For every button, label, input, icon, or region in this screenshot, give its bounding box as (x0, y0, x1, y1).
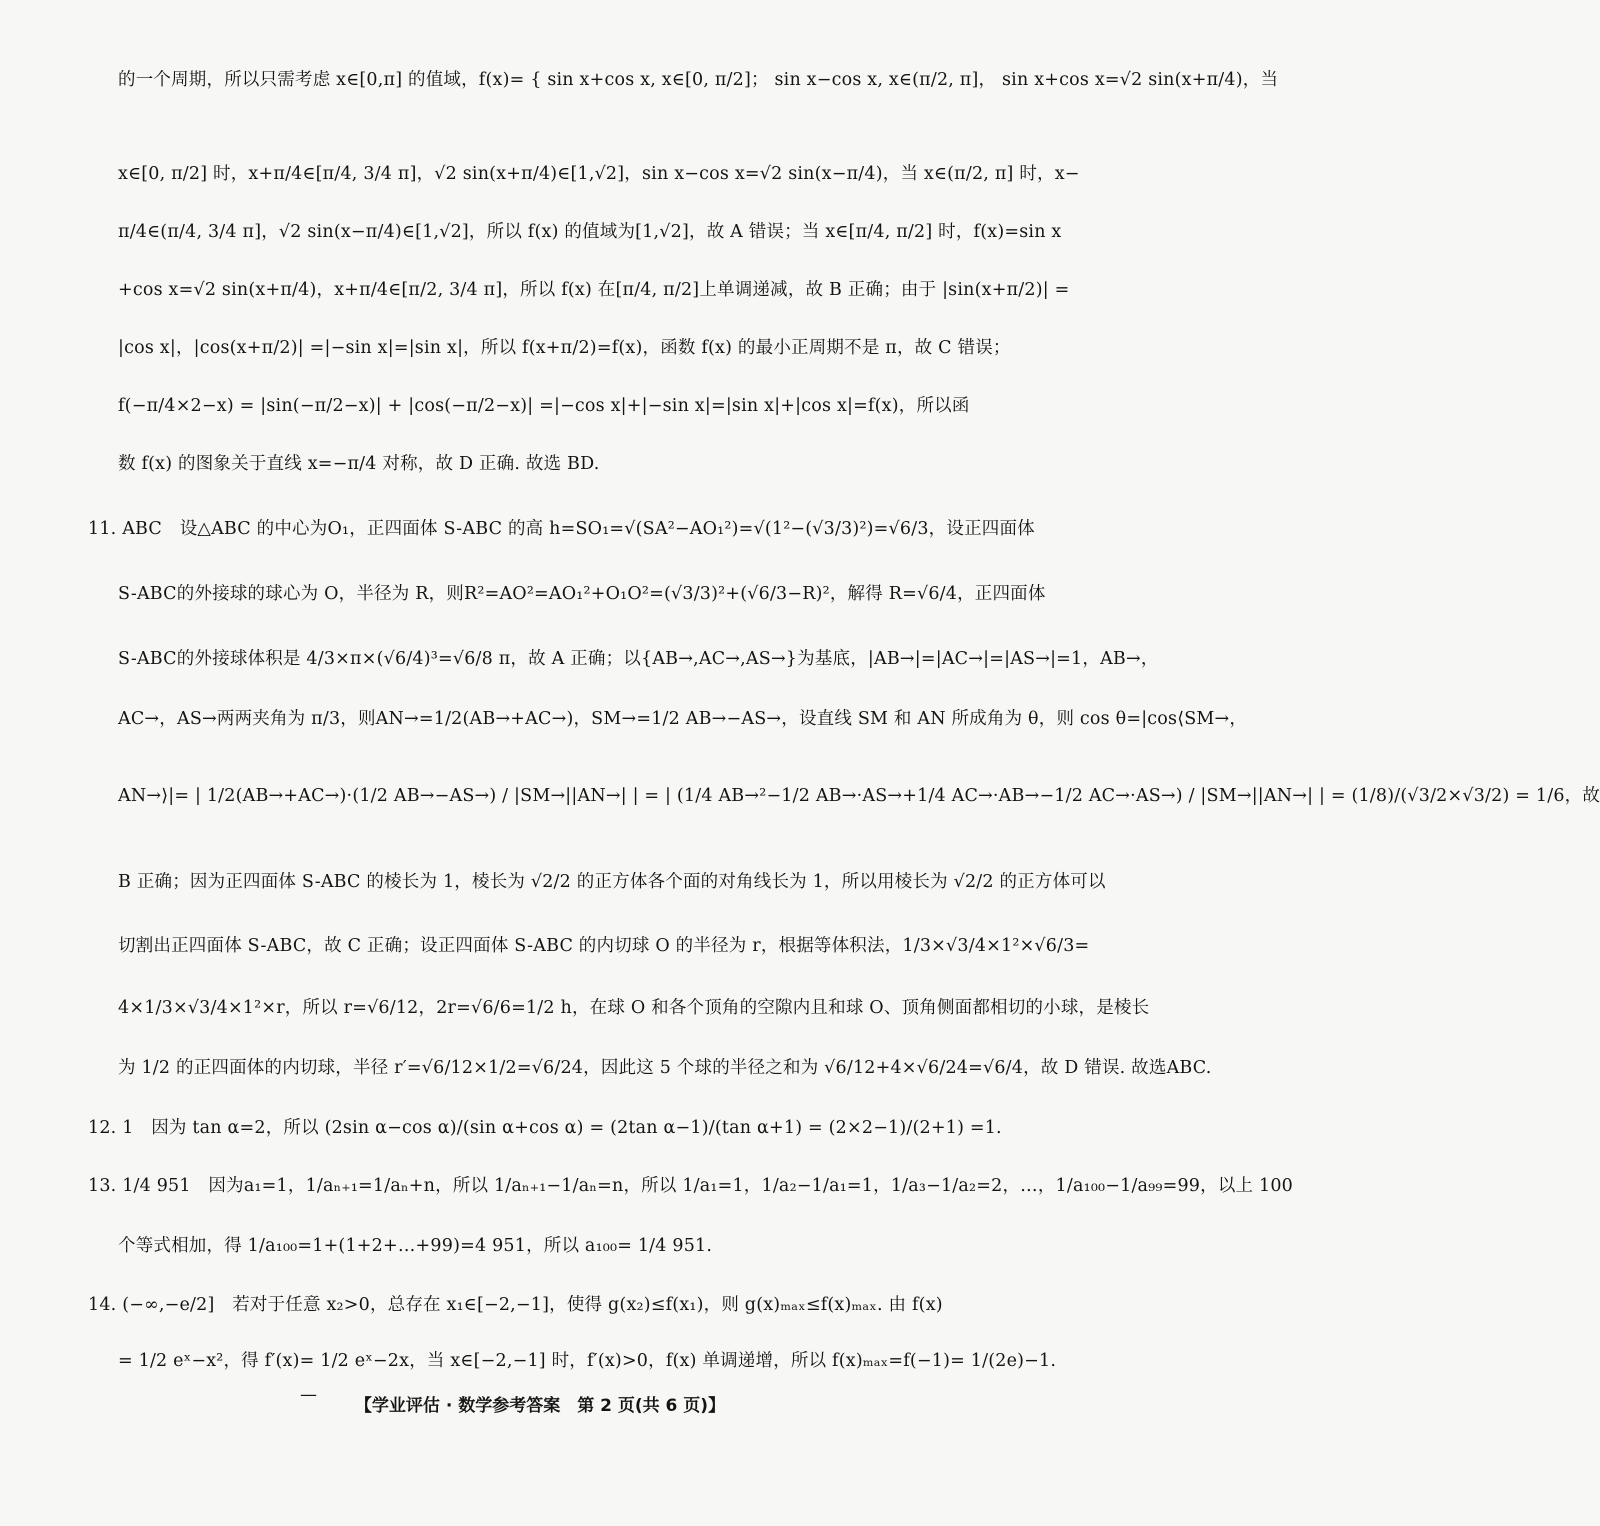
text-line: AN→⟩|= | 1/2(AB→+AC→)·(1/2 AB→−AS→) / |SM→||AN→| | = | (1/4 AB→²−1/2 AB→·AS→+1/4 AC→·AB→−1/2 AC→·AS→) / |SM→||AN→| | = (1/8)/(√3/2×√3/2) = 1/6，故 (118, 786, 1600, 806)
text-line: 的一个周期，所以只需考虑 x∈[0,π] 的值域，f(x)= { sin x+cos x, x∈[0, π/2]； sin x−cos x, x∈(π/2, π]， sin x+cos x=√2 sin(x+π/4)，当 (118, 70, 1279, 90)
text-line: 数 f(x) 的图象关于直线 x=−π/4 对称，故 D 正确. 故选 BD. (118, 454, 600, 474)
page-footer (0, 1385, 1080, 1416)
question-14-line: 14. (−∞,−e/2] 若对于任意 x₂>0，总存在 x₁∈[−2,−1]，使得 g(x₂)≤f(x₁)，则 g(x)ₘₐₓ≤f(x)ₘₐₓ. 由 f(x) (88, 1295, 943, 1315)
text-line: 切割出正四面体 S-ABC，故 C 正确；设正四面体 S-ABC 的内切球 O 的半径为 r，根据等体积法，1/3×√3/4×1²×√6/3= (118, 936, 1090, 956)
text-line: AC→，AS→两两夹角为 π/3，则AN→=1/2(AB→+AC→)，SM→=1/2 AB→−AS→，设直线 SM 和 AN 所成角为 θ，则 cos θ=|cos⟨SM→， (118, 709, 1248, 729)
question-13-line: 13. 1/4 951 因为a₁=1，1/aₙ₊₁=1/aₙ+n，所以 1/aₙ₊₁−1/aₙ=n，所以 1/a₁=1，1/a₂−1/a₁=1，1/a₃−1/a₂=2，…，1/a₁₀₀−1/a₉₉=99，以上 100 (88, 1176, 1294, 1196)
text-line: B 正确；因为正四面体 S-ABC 的棱长为 1，棱长为 √2/2 的正方体各个面的对角线长为 1，所以用棱长为 √2/2 的正方体可以 (118, 872, 1106, 892)
footer-dash: — (300, 1385, 317, 1405)
text-line: |cos x|，|cos(x+π/2)| =|−sin x|=|sin x|，所以 f(x+π/2)=f(x)，函数 f(x) 的最小正周期不是 π，故 C 错误； (118, 338, 1011, 358)
text-line: S-ABC的外接球体积是 4/3×π×(√6/4)³=√6/8 π，故 A 正确；以{AB→,AC→,AS→}为基底，|AB→|=|AC→|=|AS→|=1，AB→， (118, 649, 1159, 669)
question-12-line: 12. 1 因为 tan α=2，所以 (2sin α−cos α)/(sin α+cos α) = (2tan α−1)/(tan α+1) = (2×2−1)/(2+1) =1. (88, 1118, 1002, 1138)
text-line: S-ABC的外接球的球心为 O，半径为 R，则R²=AO²=AO₁²+O₁O²=(√3/3)²+(√6/3−R)²，解得 R=√6/4，正四面体 (118, 584, 1046, 604)
text-line: f(−π/4×2−x) = |sin(−π/2−x)| + |cos(−π/2−x)| =|−cos x|+|−sin x|=|sin x|+|cos x|=f(x)，所以函 (118, 396, 970, 416)
text-line: 4×1/3×√3/4×1²×r，所以 r=√6/12，2r=√6/6=1/2 h，在球 O 和各个顶角的空隙内且和球 O、顶角侧面都相切的小球，是棱长 (118, 998, 1150, 1018)
text-line: 个等式相加，得 1/a₁₀₀=1+(1+2+…+99)=4 951，所以 a₁₀₀= 1/4 951. (118, 1236, 713, 1256)
text-line: 为 1/2 的正四面体的内切球，半径 r′=√6/12×1/2=√6/24，因此这 5 个球的半径之和为 √6/12+4×√6/24=√6/4，故 D 错误. 故选ABC. (118, 1058, 1212, 1078)
text-line: +cos x=√2 sin(x+π/4)，x+π/4∈[π/2, 3/4 π]，所以 f(x) 在[π/4, π/2]上单调递减，故 B 正确；由于 |sin(x+π/2)| = (118, 280, 1070, 300)
text-line: = 1/2 eˣ−x²，得 f′(x)= 1/2 eˣ−2x，当 x∈[−2,−1] 时，f′(x)>0，f(x) 单调递增，所以 f(x)ₘₐₓ=f(−1)= 1/(2e)−1. (118, 1351, 1057, 1371)
question-11-line: 11. ABC 设△ABC 的中心为O₁，正四面体 S-ABC 的高 h=SO₁=√(SA²−AO₁²)=√(1²−(√3/3)²)=√6/3，设正四面体 (88, 519, 1035, 539)
text-line: x∈[0, π/2] 时，x+π/4∈[π/4, 3/4 π]，√2 sin(x+π/4)∈[1,√2]，sin x−cos x=√2 sin(x−π/4)，当 x∈(π/2, π] 时，x− (118, 164, 1080, 184)
text-line: π/4∈(π/4, 3/4 π]，√2 sin(x−π/4)∈[1,√2]，所以 f(x) 的值域为[1,√2]，故 A 错误；当 x∈[π/4, π/2] 时，f(x)=sin x (118, 222, 1062, 242)
footer-text: 【学业评估 · 数学参考答案 第 2 页(共 6 页)】 (354, 1396, 726, 1416)
